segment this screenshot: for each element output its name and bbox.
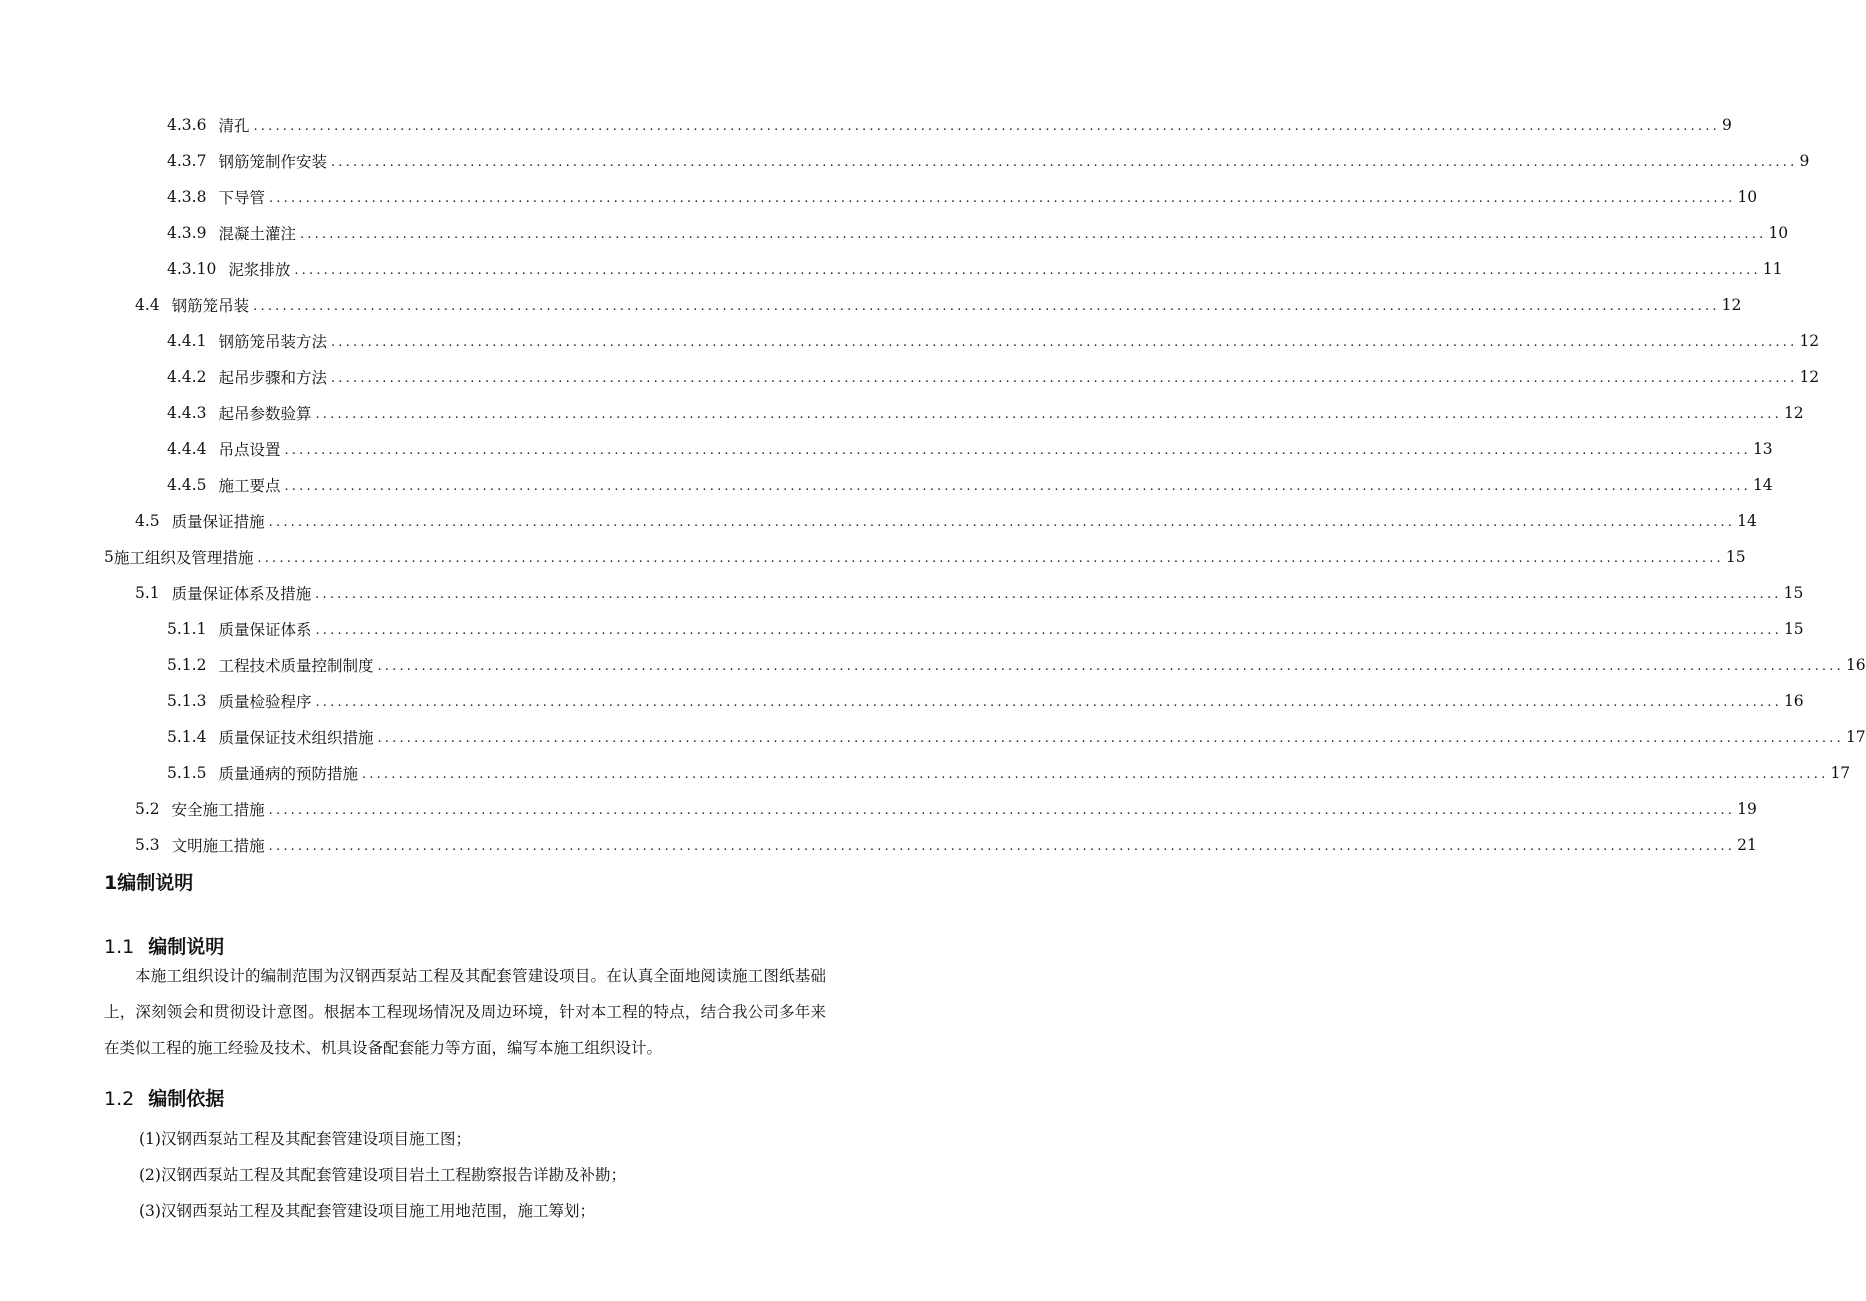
subsection-number: 1.2 — [104, 1088, 135, 1110]
toc-leader-dots: ........................................................................................................................................................................................................ — [268, 190, 1736, 206]
toc-entry-page-number: 12 — [1799, 332, 1820, 350]
toc-leader-dots: ........................................................................................................................................................................................................ — [268, 802, 1736, 818]
toc-entry[interactable] — [135, 827, 1757, 863]
toc-entry-number: 5.1.4 — [167, 728, 207, 746]
subsection-title: 编制依据 — [148, 1088, 225, 1110]
toc-entry-page-number: 11 — [1762, 260, 1783, 278]
toc-entry-title: 泥浆排放 — [228, 261, 291, 279]
toc-entry[interactable] — [135, 791, 1757, 827]
toc-entry-title: 质量保证技术组织措施 — [218, 729, 374, 747]
toc-leader-dots: ........................................................................................................................................................................................................ — [330, 334, 1798, 350]
toc-entry-page-number: 17 — [1830, 764, 1851, 782]
subsection-title: 编制说明 — [148, 936, 225, 958]
toc-entry-number: 5.1.2 — [167, 656, 207, 674]
toc-leader-dots: ........................................................................................................................................................................................................ — [330, 154, 1798, 170]
body-paragraph: 本施工组织设计的编制范围为汉钢西泵站工程及其配套管建设项目。在认真全面地阅读施工图纸基础上，深刻领会和贯彻设计意图。根据本工程现场情况及周边环境，针对本工程的特点，结合我公司多年来在类似工程的施工经验及技术、机具设备配套能力等方面，编写本施工组织设计。 — [104, 967, 826, 1057]
toc-entry[interactable] — [167, 431, 1773, 467]
toc-entry[interactable] — [167, 215, 1789, 251]
subsection-number: 1.1 — [104, 936, 135, 958]
toc-entry-page-number: 14 — [1737, 512, 1757, 530]
toc-entry[interactable] — [167, 683, 1804, 719]
reference-item: (2)汉钢西泵站工程及其配套管建设项目岩土工程勘察报告详勘及补勘； — [139, 1166, 626, 1184]
toc-entry-number: 4.4.5 — [167, 476, 207, 494]
toc-entry-number: 5.2 — [135, 800, 160, 818]
toc-entry-title: 质量检验程序 — [218, 693, 312, 711]
toc-leader-dots: ........................................................................................................................................................................................................ — [268, 838, 1736, 854]
section-heading: 1编制说明 — [104, 872, 194, 894]
toc-entry[interactable] — [167, 611, 1804, 647]
toc-entry-title: 质量保证措施 — [171, 513, 265, 531]
toc-entry-number: 5.3 — [135, 836, 160, 854]
toc-entry-number: 4.4.4 — [167, 440, 207, 458]
toc-entry-title: 工程技术质量控制制度 — [218, 657, 374, 675]
toc-entry-number: 5.1 — [135, 584, 160, 602]
toc-entry[interactable] — [167, 647, 1866, 683]
toc-entry[interactable] — [135, 287, 1742, 323]
toc-leader-dots: ........................................................................................................................................................................................................ — [257, 550, 1724, 566]
toc-entry[interactable] — [167, 143, 1810, 179]
toc-entry[interactable] — [167, 755, 1851, 791]
toc-entry-number: 4.4 — [135, 296, 160, 314]
toc-entry-number: 4.4.3 — [167, 404, 207, 422]
toc-leader-dots: ........................................................................................................................................................................................................ — [361, 766, 1829, 782]
toc-entry-title: 起吊参数验算 — [218, 405, 312, 423]
toc-entry-page-number: 12 — [1799, 368, 1820, 386]
toc-entry-title: 混凝土灌注 — [218, 225, 296, 243]
toc-entry-page-number: 15 — [1725, 548, 1746, 566]
toc-entry-page-number: 12 — [1783, 404, 1804, 422]
toc-entry[interactable] — [167, 323, 1820, 359]
subsection-heading-1-1 — [104, 932, 224, 959]
toc-entry[interactable] — [104, 539, 1746, 575]
toc-leader-dots: ........................................................................................................................................................................................................ — [253, 298, 1720, 314]
toc-entry-number: 4.4.2 — [167, 368, 207, 386]
toc-entry-page-number: 17 — [1845, 728, 1866, 746]
toc-entry[interactable] — [135, 575, 1804, 611]
toc-entry-number: 5 — [104, 548, 114, 566]
toc-entry-number: 4.5 — [135, 512, 160, 530]
toc-entry-title: 吊点设置 — [218, 441, 281, 459]
toc-leader-dots: ........................................................................................................................................................................................................ — [268, 514, 1736, 530]
toc-entry-page-number: 21 — [1737, 836, 1757, 854]
toc-entry-title: 安全施工措施 — [171, 801, 265, 819]
toc-entry-title: 施工组织及管理措施 — [113, 549, 254, 567]
toc-entry-title: 钢筋笼吊装方法 — [218, 333, 327, 351]
toc-entry-number: 5.1.1 — [167, 620, 207, 638]
toc-entry-number: 5.1.5 — [167, 764, 207, 782]
toc-entry-number: 4.3.6 — [167, 116, 207, 134]
toc-entry-title: 钢筋笼吊装 — [171, 297, 250, 315]
toc-entry[interactable] — [167, 251, 1783, 287]
toc-leader-dots: ........................................................................................................................................................................................................ — [253, 118, 1720, 134]
toc-leader-dots: ........................................................................................................................................................................................................ — [294, 262, 1761, 278]
toc-entry-title: 下导管 — [218, 189, 265, 207]
toc-entry-title: 施工要点 — [218, 477, 281, 495]
toc-entry-page-number: 16 — [1783, 692, 1804, 710]
toc-leader-dots: ........................................................................................................................................................................................................ — [284, 442, 1751, 458]
toc-entry-title: 起吊步骤和方法 — [218, 369, 327, 387]
toc-entry-number: 4.3.9 — [167, 224, 207, 242]
toc-leader-dots: ........................................................................................................................................................................................................ — [315, 586, 1782, 602]
toc-entry-title: 文明施工措施 — [171, 837, 265, 855]
reference-item: (3)汉钢西泵站工程及其配套管建设项目施工用地范围，施工筹划； — [139, 1202, 595, 1220]
toc-entry-number: 5.1.3 — [167, 692, 207, 710]
toc-entry-number: 4.3.8 — [167, 188, 207, 206]
toc-entry-page-number: 9 — [1799, 152, 1810, 170]
toc-entry-title: 清孔 — [218, 117, 250, 135]
toc-leader-dots: ........................................................................................................................................................................................................ — [377, 658, 1844, 674]
toc-entry-page-number: 16 — [1845, 656, 1866, 674]
toc-entry-page-number: 10 — [1737, 188, 1758, 206]
toc-entry-number: 4.4.1 — [167, 332, 207, 350]
toc-entry[interactable] — [167, 179, 1758, 215]
toc-entry-page-number: 9 — [1721, 116, 1732, 134]
toc-entry-title: 质量保证体系 — [218, 621, 312, 639]
subsection-heading-1-2 — [104, 1084, 224, 1111]
toc-entry-page-number: 19 — [1737, 800, 1757, 818]
toc-entry[interactable] — [135, 503, 1757, 539]
toc-leader-dots: ........................................................................................................................................................................................................ — [299, 226, 1767, 242]
toc-leader-dots: ........................................................................................................................................................................................................ — [315, 694, 1782, 710]
toc-entry-page-number: 14 — [1752, 476, 1773, 494]
toc-leader-dots: ........................................................................................................................................................................................................ — [315, 406, 1782, 422]
toc-entry[interactable] — [167, 359, 1820, 395]
toc-leader-dots: ........................................................................................................................................................................................................ — [330, 370, 1798, 386]
toc-entry[interactable] — [167, 395, 1804, 431]
toc-entry-number: 4.3.7 — [167, 152, 207, 170]
toc-leader-dots: ........................................................................................................................................................................................................ — [284, 478, 1751, 494]
toc-entry-page-number: 15 — [1783, 584, 1804, 602]
toc-leader-dots: ........................................................................................................................................................................................................ — [315, 622, 1782, 638]
toc-entry[interactable] — [167, 467, 1773, 503]
toc-entry-title: 质量保证体系及措施 — [171, 585, 312, 603]
toc-entry[interactable] — [167, 719, 1866, 755]
toc-entry-page-number: 13 — [1752, 440, 1773, 458]
toc-entry-title: 钢筋笼制作安装 — [218, 153, 327, 171]
toc-entry-page-number: 15 — [1783, 620, 1804, 638]
toc-entry-page-number: 12 — [1721, 296, 1742, 314]
toc-entry-number: 4.3.10 — [167, 260, 217, 278]
toc-entry-title: 质量通病的预防措施 — [218, 765, 358, 783]
toc-entry-page-number: 10 — [1768, 224, 1789, 242]
toc-leader-dots: ........................................................................................................................................................................................................ — [377, 730, 1844, 746]
toc-entry[interactable] — [167, 107, 1732, 143]
reference-item: (1)汉钢西泵站工程及其配套管建设项目施工图； — [139, 1130, 471, 1148]
